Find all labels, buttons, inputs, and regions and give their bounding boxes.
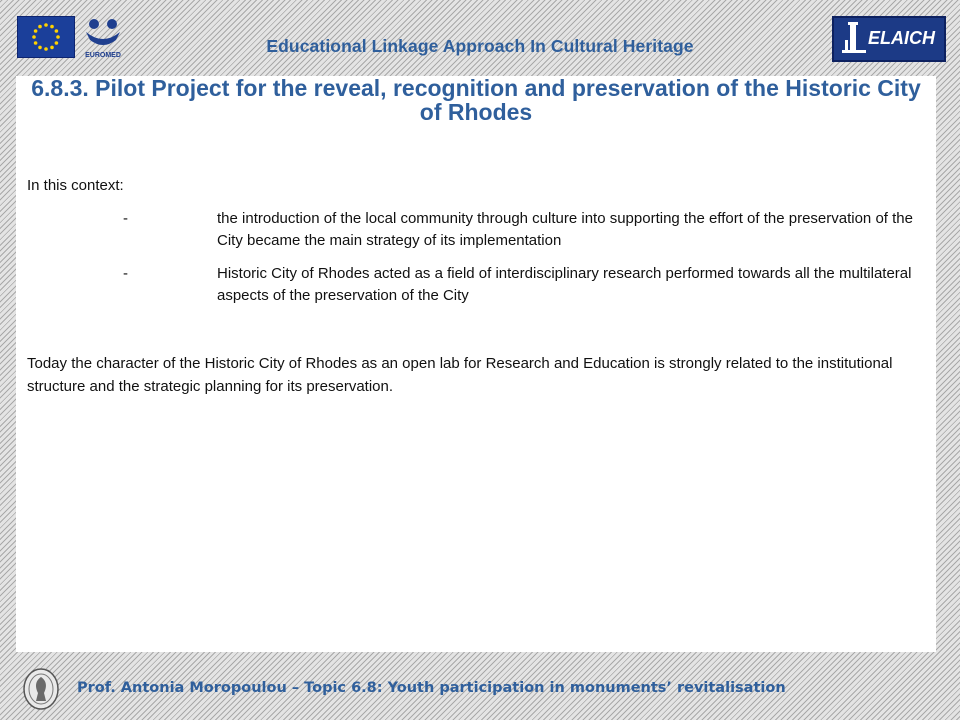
- eu-flag-logo: [17, 16, 75, 58]
- conclusion-text: Today the character of the Historic City of Rhodes as an open lab for Research and Education is strongly related to the institutional structure and the strategic planning for its preservation.: [27, 355, 893, 395]
- slide-content: [16, 76, 936, 652]
- seal-icon: [22, 667, 60, 711]
- bullet-marker: -: [123, 210, 128, 227]
- euromed-logo: [78, 14, 128, 60]
- university-seal-logo: [22, 667, 60, 711]
- elaich-logo-text: ELAICH: [868, 28, 935, 48]
- bullet-text: Historic City of Rhodes acted as a field of interdisciplinary research performed towards all the multilateral aspects of the preservation of the City: [217, 265, 912, 304]
- elaich-logo: [832, 16, 946, 62]
- intro-text: In this context:: [27, 177, 124, 194]
- euromed-emblem-icon: [78, 14, 128, 60]
- header-title: Educational Linkage Approach In Cultural Heritage: [266, 36, 694, 56]
- slide-title: 6.8.3. Pilot Project for the reveal, recognition and preservation of the Historic City of Rhodes: [31, 75, 921, 125]
- tower-icon: [840, 20, 870, 58]
- footer-text: Prof. Antonia Moropoulou – Topic 6.8: Youth participation in monuments’ revitalisation: [77, 680, 786, 696]
- euromed-logo-text: EUROMED: [85, 52, 121, 59]
- bullet-text: the introduction of the local community through culture into supporting the effort of the preservation of the City became the main strategy of its implementation: [217, 210, 913, 249]
- bullet-marker: -: [123, 265, 128, 282]
- eu-stars-icon: [18, 17, 74, 57]
